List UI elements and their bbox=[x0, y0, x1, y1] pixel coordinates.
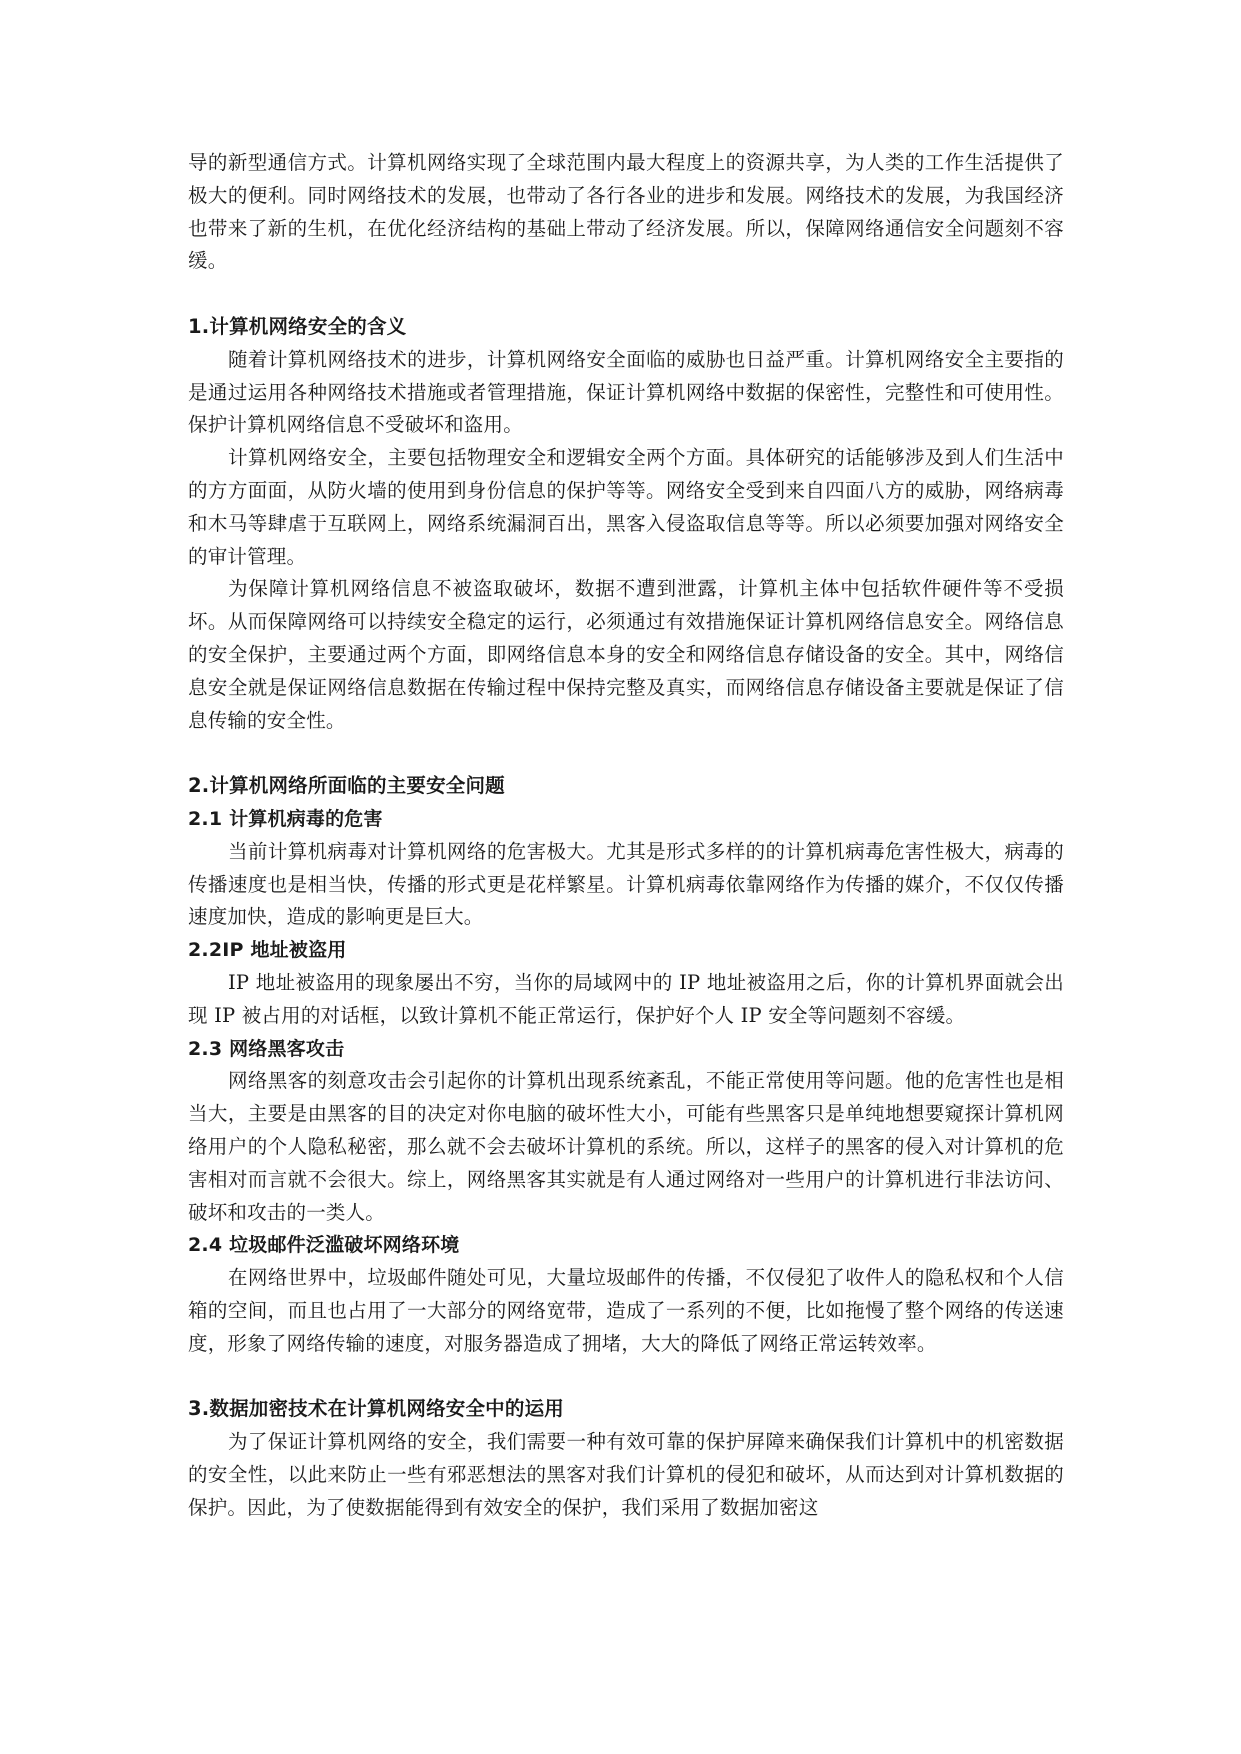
spacer bbox=[188, 1360, 1064, 1393]
section-2-heading: 2.计算机网络所面临的主要安全问题 bbox=[188, 774, 505, 798]
subsection-2-4-paragraph: 在网络世界中，垃圾邮件随处可见，大量垃圾邮件的传播，不仅侵犯了收件人的隐私权和个人信箱的空间，而且也占用了一大部分的网络宽带，造成了一系列的不便，比如拖慢了整个网络的传送速度，形象了网络传输的速度，对服务器造成了拥堵，大大的降低了网络正常运转效率。 bbox=[188, 1266, 1064, 1355]
subsection-2-2-paragraph: IP 地址被盗用的现象屡出不穷，当你的局域网中的 IP 地址被盗用之后，你的计算机界面就会出现 IP 被占用的对话框，以致计算机不能正常运行，保护好个人 IP 安全等问题刻不容缓。 bbox=[188, 970, 1064, 1027]
subsection-2-1-title: 2.1 计算机病毒的危害 bbox=[188, 807, 383, 830]
subsection-2-2-title: 2.2IP 地址被盗用 bbox=[188, 939, 347, 962]
document-body bbox=[188, 147, 1064, 1524]
section-1-heading: 1.计算机网络安全的含义 bbox=[188, 314, 407, 338]
subsection-2-3-paragraph: 网络黑客的刻意攻击会引起你的计算机出现系统紊乱，不能正常使用等问题。他的危害性也是相当大，主要是由黑客的目的决定对你电脑的破坏性大小，可能有些黑客只是单纯地想要窥探计算机网络用户的个人隐私秘密，那么就不会去破坏计算机的系统。所以，这样子的黑客的侵入对计算机的危害相对而言就不会很大。综上，网络黑客其实就是有人通过网络对一些用户的计算机进行非法访问、破坏和攻击的一类人。 bbox=[188, 1069, 1064, 1224]
section-3-heading: 3.数据加密技术在计算机网络安全中的运用 bbox=[188, 1397, 564, 1421]
section-1-paragraph-2: 计算机网络安全，主要包括物理安全和逻辑安全两个方面。具体研究的话能够涉及到人们生活中的方方面面，从防火墙的使用到身份信息的保护等等。网络安全受到来自四面八方的威胁，网络病毒和木马等肆虐于互联网上，网络系统漏洞百出，黑客入侵盗取信息等等。所以必须要加强对网络安全的审计管理。 bbox=[188, 446, 1064, 568]
spacer bbox=[188, 737, 1064, 770]
section-1-paragraph-3: 为保障计算机网络信息不被盗取破坏，数据不遭到泄露，计算机主体中包括软件硬件等不受损坏。从而保障网络可以持续安全稳定的运行，必须通过有效措施保证计算机网络信息安全。网络信息的安全保护，主要通过两个方面，即网络信息本身的安全和网络信息存储设备的安全。其中，网络信息安全就是保证网络信息数据在传输过程中保持完整及真实，而网络信息存储设备主要就是保证了信息传输的安全性。 bbox=[188, 577, 1064, 732]
subsection-2-4-title: 2.4 垃圾邮件泛滥破坏网络环境 bbox=[188, 1234, 460, 1257]
spacer bbox=[188, 278, 1064, 311]
subsection-2-1-paragraph: 当前计算机病毒对计算机网络的危害极大。尤其是形式多样的的计算机病毒危害性极大，病毒的传播速度也是相当快，传播的形式更是花样繁星。计算机病毒依靠网络作为传播的媒介，不仅仅传播速度加快，造成的影响更是巨大。 bbox=[188, 839, 1064, 929]
section-1-paragraph-1: 随着计算机网络技术的进步，计算机网络安全面临的威胁也日益严重。计算机网络安全主要指的是通过运用各种网络技术措施或者管理措施，保证计算机网络中数据的保密性，完整性和可使用性。保护计算机网络信息不受破坏和盗用。 bbox=[188, 347, 1064, 437]
section-3-paragraph: 为了保证计算机网络的安全，我们需要一种有效可靠的保护屏障来确保我们计算机中的机密数据的安全性，以此来防止一些有邪恶想法的黑客对我们计算机的侵犯和破坏，从而达到对计算机数据的保护。因此，为了使数据能得到有效安全的保护，我们采用了数据加密这 bbox=[188, 1430, 1064, 1519]
subsection-2-3-title: 2.3 网络黑客攻击 bbox=[188, 1037, 345, 1060]
intro-paragraph: 导的新型通信方式。计算机网络实现了全球范围内最大程度上的资源共享，为人类的工作生活提供了极大的便利。同时网络技术的发展，也带动了各行各业的进步和发展。网络技术的发展，为我国经济也带来了新的生机，在优化经济结构的基础上带动了经济发展。所以，保障网络通信安全问题刻不容缓。 bbox=[188, 151, 1064, 273]
